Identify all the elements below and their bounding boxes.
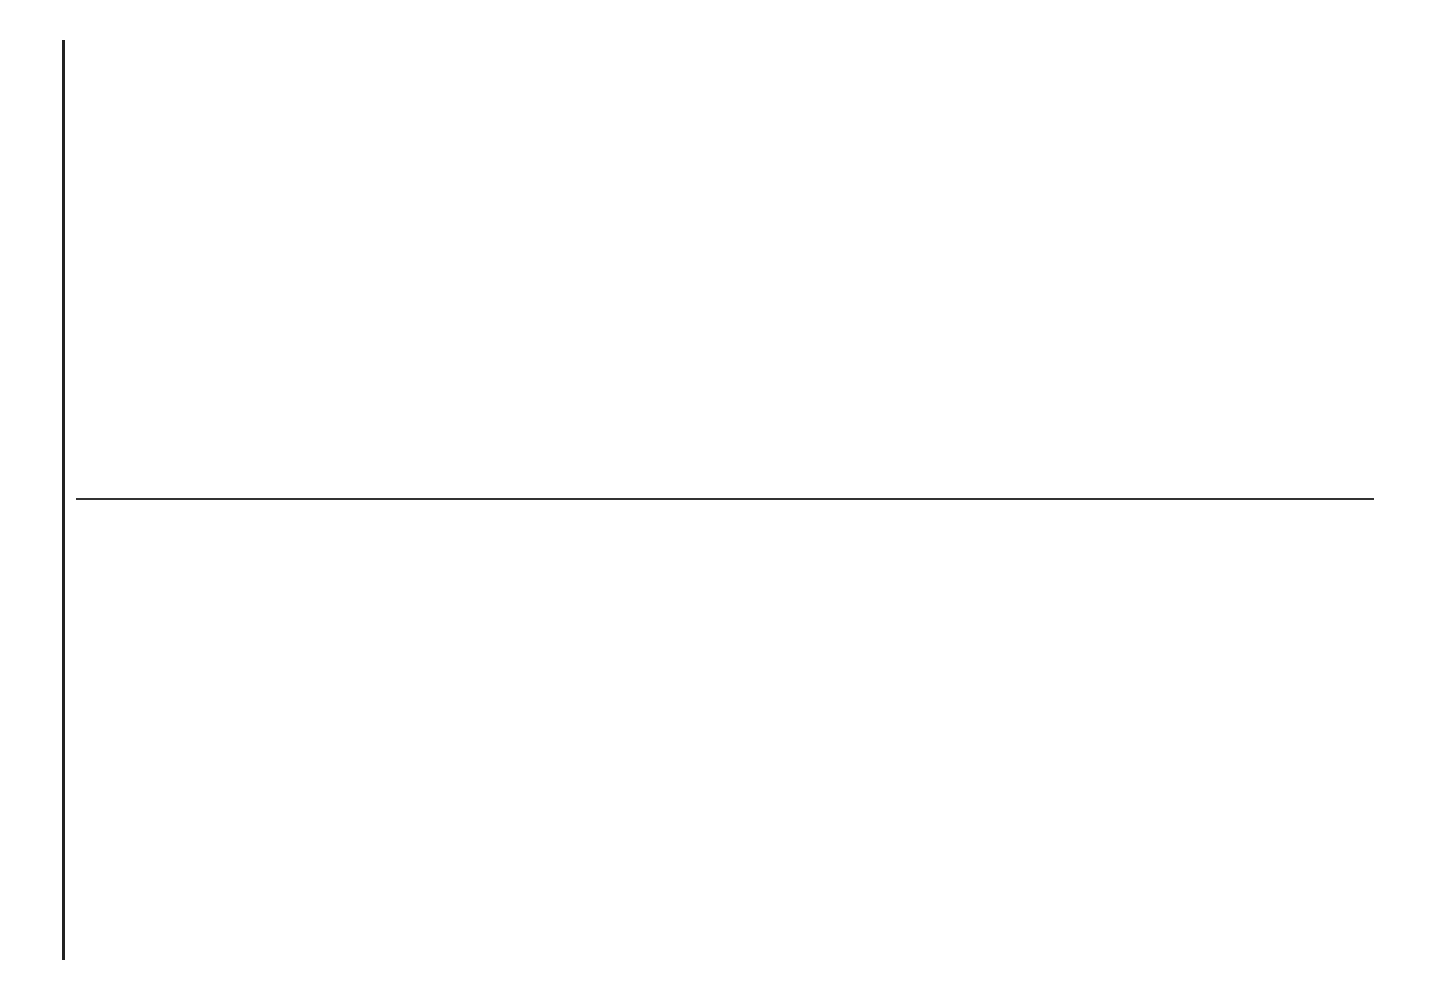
column-left (76, 512, 1374, 952)
column-right (76, 48, 1374, 488)
running-head (18, 40, 58, 960)
column-divider (76, 498, 1374, 500)
header-rule (62, 40, 65, 960)
digitization-note (1404, 20, 1428, 980)
